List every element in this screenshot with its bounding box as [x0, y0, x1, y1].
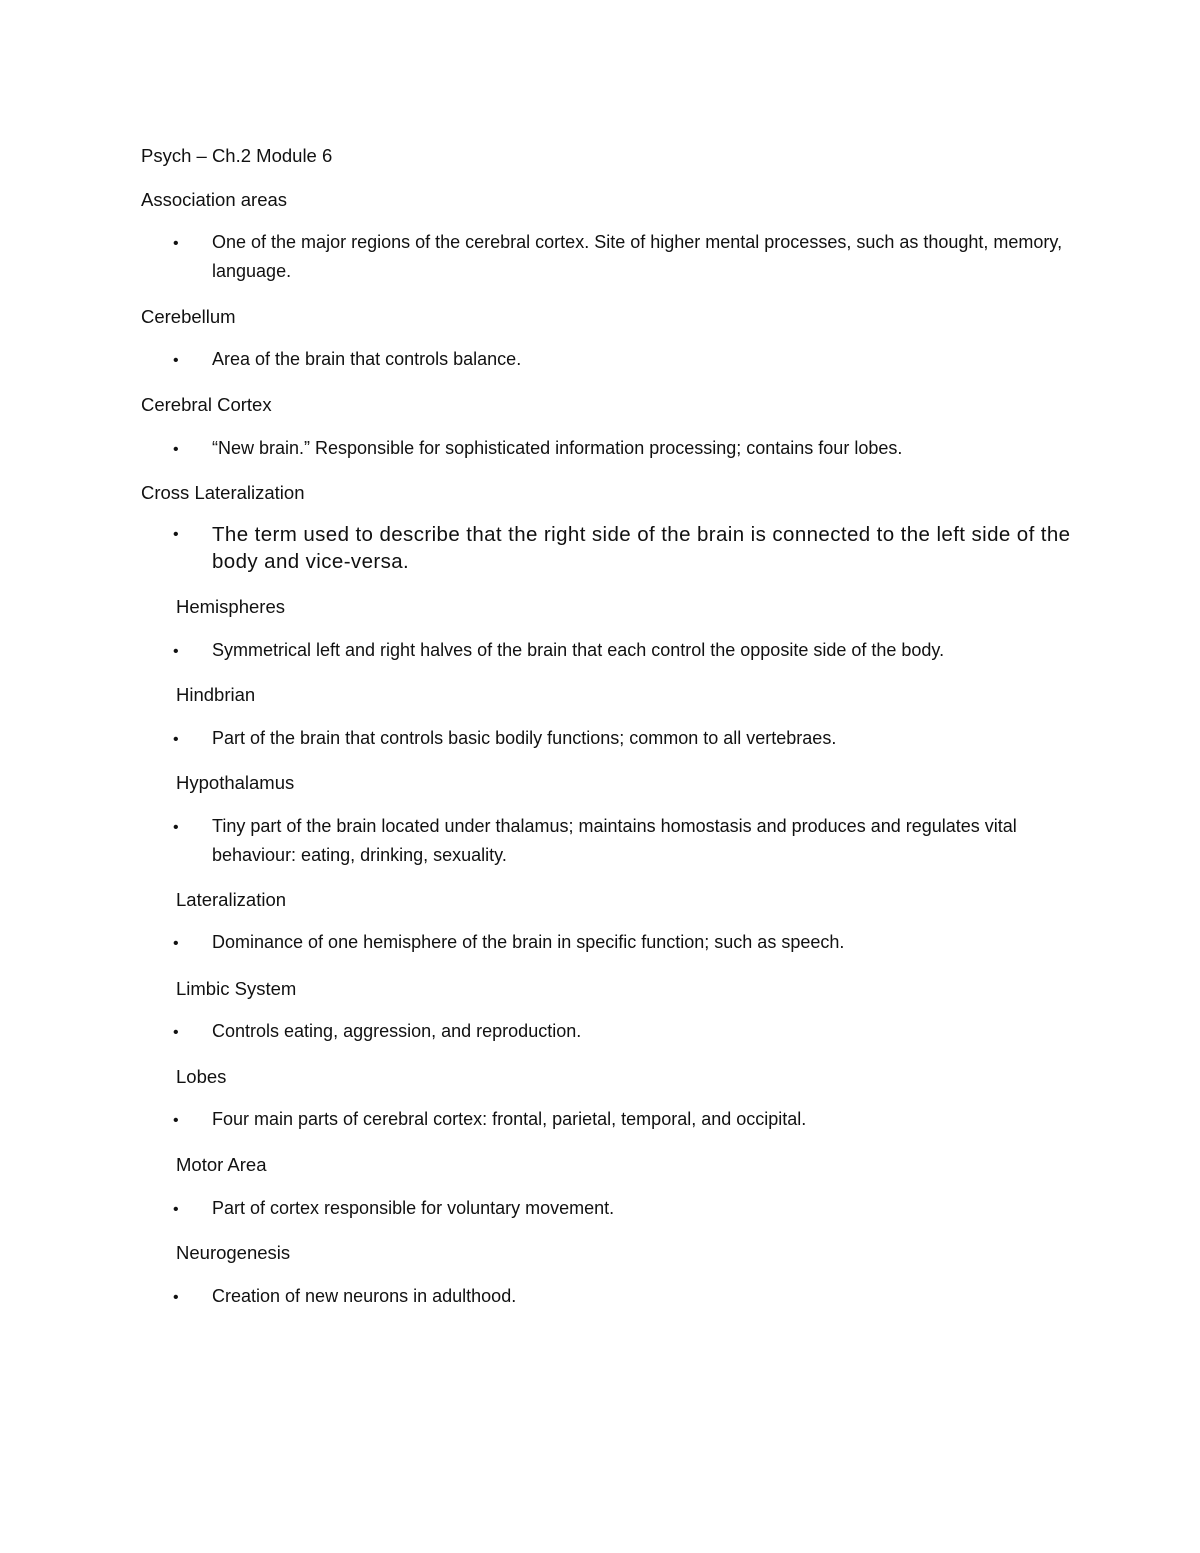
definition-association-areas: One of the major regions of the cerebral cortex. Site of higher mental processes, such as thought, memory, language.: [212, 232, 1063, 281]
bullet-icon: •: [173, 526, 179, 543]
definition-limbic-system: Controls eating, aggression, and reproduction.: [212, 1021, 582, 1041]
document-title: Psych – Ch.2 Module 6: [141, 145, 333, 166]
bullet-icon: •: [173, 441, 179, 458]
definition-cerebellum: Area of the brain that controls balance.: [212, 349, 522, 369]
bullet-icon: •: [173, 643, 179, 660]
term-hypothalamus: Hypothalamus: [176, 772, 295, 793]
bullet-icon: •: [173, 935, 179, 952]
term-cerebellum: Cerebellum: [141, 306, 236, 327]
bullet-icon: •: [173, 1024, 179, 1041]
term-hemispheres: Hemispheres: [176, 596, 285, 617]
term-neurogenesis: Neurogenesis: [176, 1242, 291, 1263]
bullet-icon: •: [173, 731, 179, 748]
term-hindbrian: Hindbrian: [176, 684, 256, 705]
term-association-areas: Association areas: [141, 189, 288, 210]
term-limbic-system: Limbic System: [176, 978, 297, 999]
term-lobes: Lobes: [176, 1066, 227, 1087]
definition-neurogenesis: Creation of new neurons in adulthood.: [212, 1286, 517, 1306]
definition-hemispheres: Symmetrical left and right halves of the brain that each control the opposite side of the body.: [212, 640, 945, 660]
definition-cerebral-cortex: “New brain.” Responsible for sophisticated information processing; contains four lobes.: [212, 438, 903, 458]
term-motor-area: Motor Area: [176, 1154, 267, 1175]
term-cerebral-cortex: Cerebral Cortex: [141, 394, 272, 415]
definition-hindbrian: Part of the brain that controls basic bodily functions; common to all vertebraes.: [212, 728, 837, 748]
definition-lobes: Four main parts of cerebral cortex: frontal, parietal, temporal, and occipital.: [212, 1109, 807, 1129]
bullet-icon: •: [173, 1201, 179, 1218]
bullet-icon: •: [173, 819, 179, 836]
bullet-icon: •: [173, 1112, 179, 1129]
definition-lateralization: Dominance of one hemisphere of the brain in specific function; such as speech.: [212, 932, 845, 952]
definition-hypothalamus: Tiny part of the brain located under thalamus; maintains homostasis and produces and regulates vital behaviour: eating, drinking, sexuality.: [212, 816, 1017, 865]
definition-motor-area: Part of cortex responsible for voluntary movement.: [212, 1198, 615, 1218]
bullet-icon: •: [173, 1289, 179, 1306]
bullet-icon: •: [173, 352, 179, 369]
term-cross-lateralization: Cross Lateralization: [141, 482, 305, 503]
term-lateralization: Lateralization: [176, 889, 287, 910]
definition-cross-lateralization: The term used to describe that the right side of the brain is connected to the left side of the body and vice-versa.: [212, 523, 1071, 573]
bullet-icon: •: [173, 235, 179, 252]
